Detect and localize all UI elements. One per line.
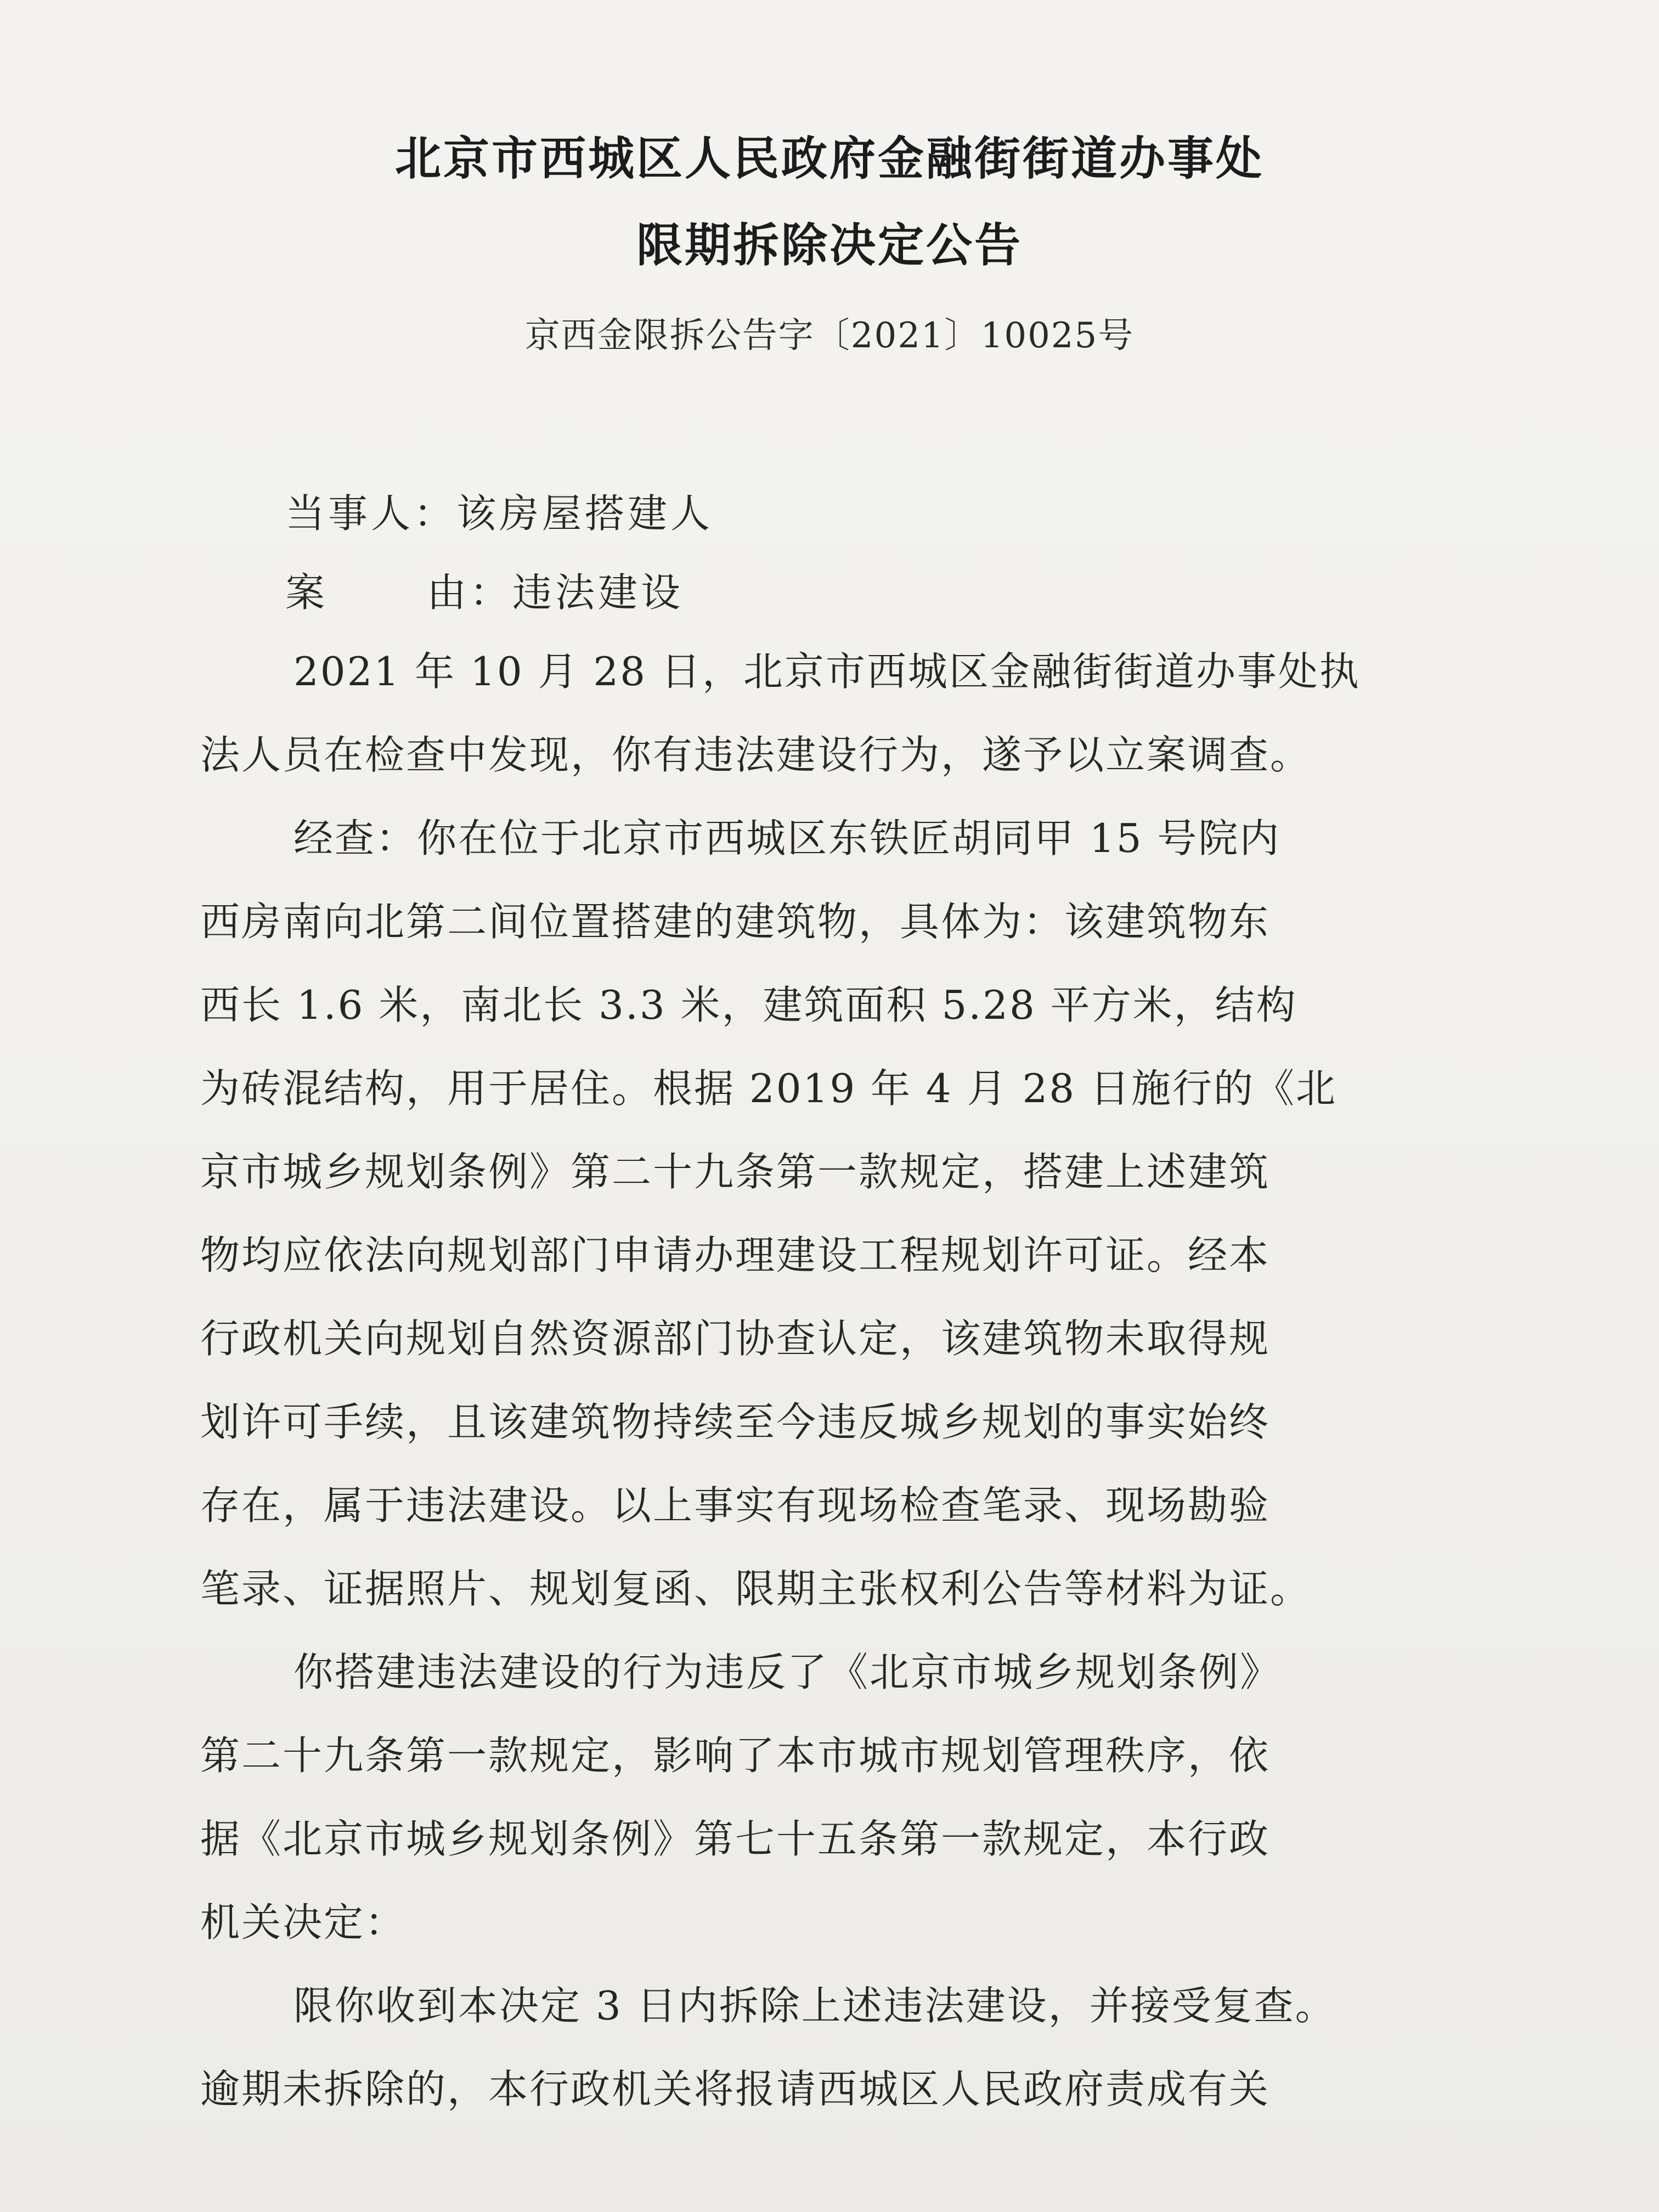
- document-number: 京西金限拆公告字〔2021〕10025号: [524, 315, 1135, 356]
- party-value: 该房屋搭建人: [456, 490, 714, 537]
- body-line: 机关决定：: [200, 1899, 407, 1945]
- party-label: 当事人：: [285, 490, 457, 537]
- document-title-line-1: 北京市西城区人民政府金融街街道办事处: [394, 132, 1264, 185]
- body-line: 逾期未拆除的，本行政机关将报请西城区人民政府责成有关: [200, 2066, 1271, 2112]
- body-line: 2021 年 10 月 28 日，北京市西城区金融街街道办事处执: [294, 648, 1361, 695]
- body-line: 笔录、证据照片、规划复函、限期主张权利公告等材料为证。: [200, 1566, 1312, 1612]
- document-title-line-2: 限期拆除决定公告: [636, 218, 1023, 272]
- body-line: 你搭建违法建设的行为违反了《北京市城乡规划条例》: [294, 1649, 1282, 1695]
- party-line: [285, 482, 713, 539]
- body-line: 物均应依法向规划部门申请办理建设工程规划许可证。经本: [200, 1232, 1271, 1278]
- body-line: 西房南向北第二间位置搭建的建筑物，具体为：该建筑物东: [200, 899, 1271, 945]
- cause-label-char-2: 由：: [427, 569, 513, 616]
- body-line: 京市城乡规划条例》第二十九条第一款规定，搭建上述建筑: [200, 1149, 1271, 1195]
- cause-value: 违法建设: [512, 569, 684, 616]
- body-line: 行政机关向规划自然资源部门协查认定，该建筑物未取得规: [200, 1316, 1271, 1362]
- body-line: 法人员在检查中发现，你有违法建设行为，遂予以立案调查。: [200, 732, 1312, 778]
- body-line: 划许可手续，且该建筑物持续至今违反城乡规划的事实始终: [200, 1399, 1271, 1445]
- body-line: 为砖混结构，用于居住。根据 2019 年 4 月 28 日施行的《北: [200, 1065, 1337, 1111]
- body-line: 据《北京市城乡规划条例》第七十五条第一款规定，本行政: [200, 1816, 1271, 1862]
- body-line: 第二十九条第一款规定，影响了本市城市规划管理秩序，依: [200, 1733, 1271, 1779]
- body-line: 经查：你在位于北京市西城区东铁匠胡同甲 15 号院内: [294, 815, 1281, 861]
- body-line: 限你收到本决定 3 日内拆除上述违法建设，并接受复查。: [294, 1983, 1336, 2029]
- cause-label-char-1: 案: [285, 569, 329, 616]
- cause-line: [285, 561, 684, 618]
- body-line: 存在，属于违法建设。以上事实有现场检查笔录、现场勘验: [200, 1482, 1271, 1528]
- body-line: 西长 1.6 米，南北长 3.3 米，建筑面积 5.28 平方米，结构: [200, 982, 1297, 1028]
